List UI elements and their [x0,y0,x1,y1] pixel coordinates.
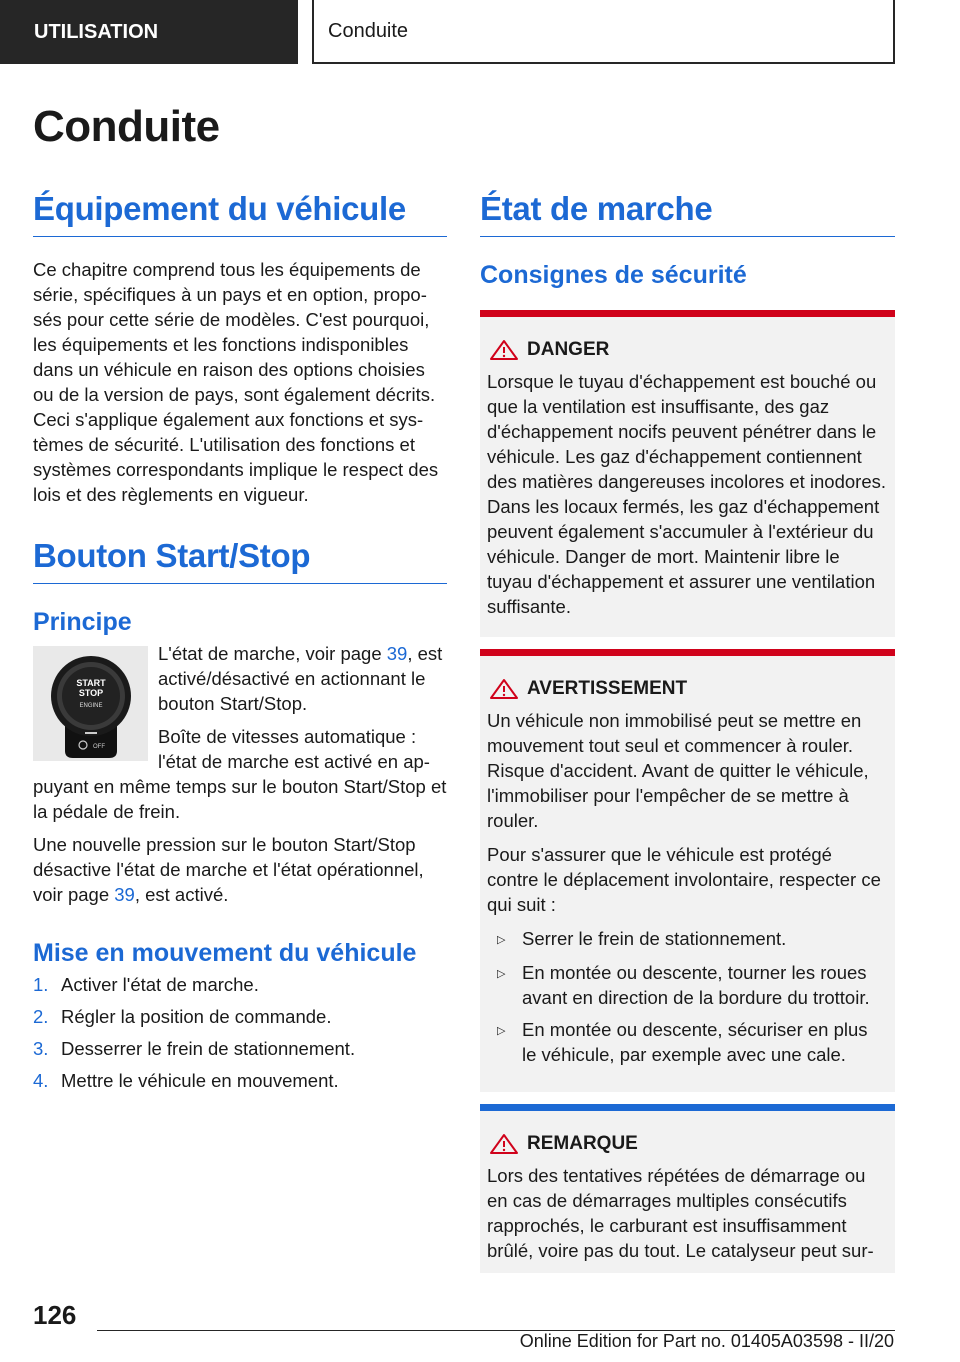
warning-p2: Pour s'assurer que le véhicule est protégé contre le déplacement involontaire, respecter ce qui suit : [487,844,881,915]
footer-edition: Online Edition for Part no. 01405A03598 - II/20 [519,1331,894,1351]
header-section-label: UTILISATION [34,20,159,43]
warning-triangle-icon [489,678,519,700]
heading-equipement: Équipement du véhicule [33,190,447,237]
bullet-triangle-icon: ▷ [497,934,506,946]
header-chapter-tab [312,0,895,64]
image-label-start: START [76,678,106,688]
warning-p1: Un véhicule non immobilisé peut se mettre en mouvement tout seul et commencer à rouler. Risque d'accident. Avant de quitter le véhicule, l'immobiliser pour l'empêcher de se mettre à rouler. [487,710,869,831]
list-item: ▷ En montée ou descente, tourner les roues avant en direction de la bordure du trottoir. [497,962,870,1008]
list-item: 4. Mettre le véhicule en mouvement. [33,1070,339,1091]
warning-triangle-icon [489,339,519,361]
heading-consignes-securite: Consignes de sécurité [480,261,747,289]
equipement-text: Ce chapitre comprend tous les équipements de série, spécifiques à un pays et en option, proposés pour cette série de modèles. C'est pourquoi, les équipements et les fonctions indisponibles dans un véhicule en raison des options choisies ou de la version de pays, sont également décrits. Ceci s'applique également aux fonctions et systèmes de sécurité. L'utilisation des fonctions et systèmes correspondants implique le respect des lois et des règlements en vigueur. [33,259,439,505]
list-item: 3. Desserrer le frein de stationnement. [33,1038,356,1059]
steps-list [33,972,447,1093]
header-chapter-label: Conduite [328,19,409,42]
notice-box [480,1104,895,1273]
start-stop-button-image [33,646,148,761]
bullet-triangle-icon: ▷ [497,968,506,980]
warning-bullets [487,926,887,1067]
list-item: ▷ En montée ou descente, sécuriser en plus le véhicule, par exemple avec une cale. [497,1019,868,1065]
principe-p3: Une nouvelle pression sur le bouton Start/Stop désactive l'état de marche et l'état opérationnel, voir page 39, est activé. [33,834,424,905]
page-number: 126 [33,1300,77,1330]
heading-principe: Principe [33,608,132,636]
list-item: 1. Activer l'état de marche. [33,974,259,995]
page-link-39[interactable]: 39 [386,643,408,664]
danger-box [480,310,895,637]
page-title: Conduite [33,102,220,151]
warning-box [480,649,895,1092]
image-label-stop: STOP [78,688,104,698]
page-link-39-second[interactable]: 39 [114,884,135,905]
heading-mise-en-mouvement: Mise en mouvement du véhicule [33,939,417,967]
heading-etat-de-marche: État de marche [480,190,895,237]
heading-bouton-start-stop: Bouton Start/Stop [33,537,447,584]
danger-text: Lorsque le tuyau d'échappement est bouché ou que la ventilation est insuffisante, des gaz d'échappement nocifs peuvent pénétrer dans le véhicule. Les gaz d'échappement contiennent des matières dangereuses incolores et inodores. Dans les locaux fermés, les gaz d'échappement peuvent également s'accumuler à l'extérieur du véhicule. Danger de mort. Maintenir libre le tuyau d'échappement et assurer une ventilation suffisante. [487,371,887,617]
warning-label: AVERTISSEMENT [527,678,688,699]
list-item: 2. Régler la position de commande. [33,1006,332,1027]
header-section-tab [0,0,298,64]
notice-text: Lors des tentatives répétées de démarrage ou en cas de démarrages multiples consécutifs rapprochés, le carburant est insuffisamment brûlé, voire pas du tout. Le catalyseur peut sur- [487,1165,874,1261]
list-item: ▷ Serrer le frein de stationnement. [497,926,887,953]
image-label-engine: ENGINE [79,703,103,709]
left-column [33,190,447,1100]
bullet-triangle-icon: ▷ [497,1025,506,1037]
principe-p2: Boîte de vitesses automatique : l'état de marche est activé en appuyant en même temps sur le bouton Start/Stop et la pédale de frein. [33,726,447,822]
image-label-off: OFF [93,744,105,750]
principe-p1: L'état de marche, voir page 39, est activé/désactivé en actionnant le bouton Start/Stop. [158,643,443,714]
danger-label: DANGER [527,339,610,360]
right-column [480,190,895,1273]
warning-triangle-icon [489,1133,519,1155]
notice-label: REMARQUE [527,1133,638,1154]
